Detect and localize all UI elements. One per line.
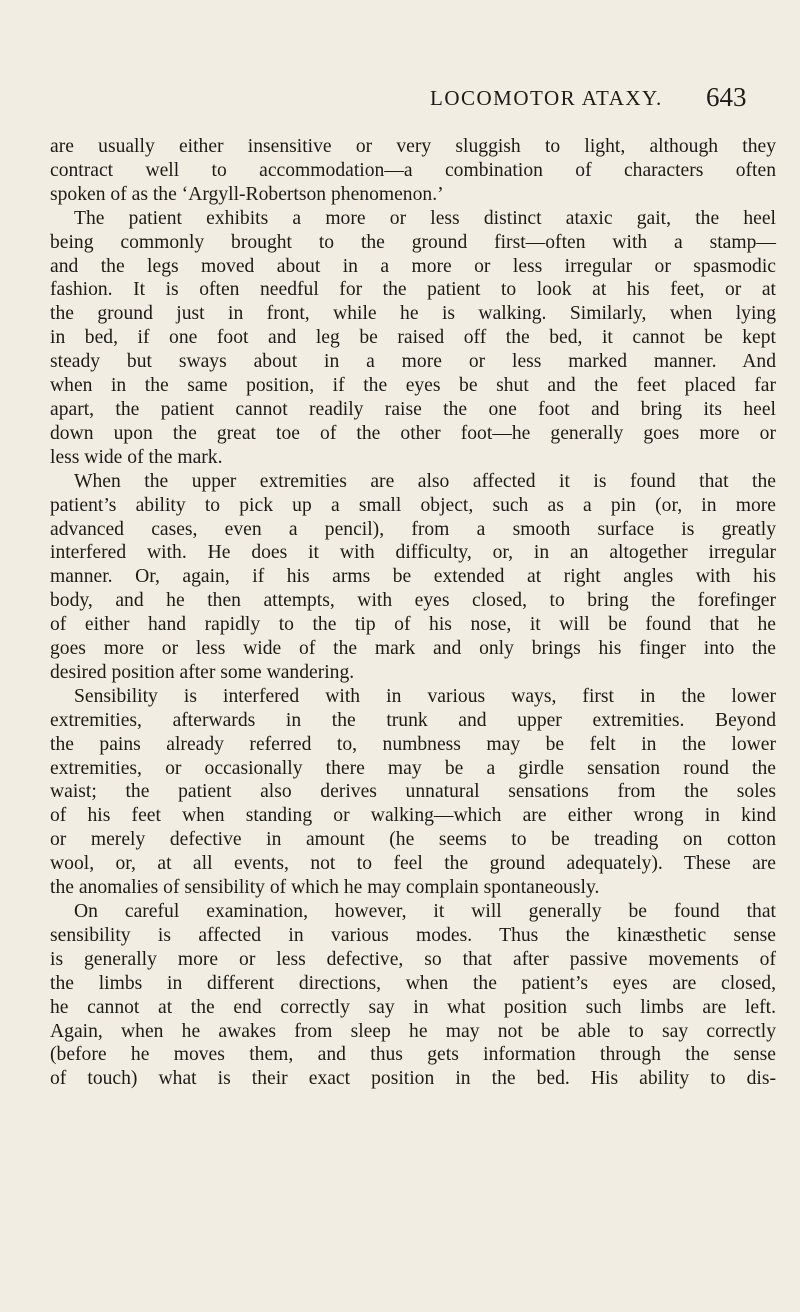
text-line: of either hand rapidly to the tip of his nose, it will be found that he	[50, 614, 776, 636]
text-line: of touch) what is their exact position in the bed. His ability to dis-	[50, 1068, 776, 1090]
text-line: goes more or less wide of the mark and only brings his finger into the	[50, 638, 776, 660]
text-line: extremities, or occasionally there may be a girdle sensation round the	[50, 757, 776, 779]
text-line: of his feet when standing or walking—which are either wrong in kind	[50, 805, 776, 827]
text-line: fashion. It is often needful for the patient to look at his feet, or at	[50, 279, 776, 301]
text-line: spoken of as the ‘Argyll-Robertson phenomenon.’	[50, 183, 444, 205]
text-line: down upon the great toe of the other foot—he generally goes more or	[50, 422, 776, 444]
text-line: Sensibility is interfered with in various ways, first in the lower	[74, 685, 776, 707]
text-line: interfered with. He does it with difficulty, or, in an altogether irregular	[50, 542, 776, 564]
text-line: desired position after some wandering.	[50, 661, 355, 683]
text-line: manner. Or, again, if his arms be extended at right angles with his	[50, 566, 776, 588]
text-line: (before he moves them, and thus gets information through the sense	[50, 1044, 776, 1066]
text-line: contract well to accommodation—a combination of characters often	[50, 159, 776, 181]
text-line: the anomalies of sensibility of which he may complain spontaneously.	[50, 877, 600, 899]
running-head: LOCOMOTOR ATAXY.	[430, 86, 663, 110]
text-line: sensibility is affected in various modes. Thus the kinæsthetic sense	[50, 924, 776, 946]
text-line: apart, the patient cannot readily raise the one foot and bring its heel	[50, 398, 776, 420]
text-line: The patient exhibits a more or less distinct ataxic gait, the heel	[74, 207, 776, 229]
text-line: he cannot at the end correctly say in what position such limbs are left.	[50, 996, 776, 1018]
text-line: body, and he then attempts, with eyes closed, to bring the forefinger	[50, 590, 776, 612]
text-line: when in the same position, if the eyes be shut and the feet placed far	[50, 375, 776, 397]
text-line: is generally more or less defective, so that after passive movements of	[50, 948, 776, 970]
page-header	[0, 82, 800, 126]
text-line: or merely defective in amount (he seems to be treading on cotton	[50, 829, 776, 851]
text-line: Again, when he awakes from sleep he may not be able to say correctly	[50, 1020, 776, 1042]
page-number: 643	[706, 82, 747, 112]
text-line: in bed, if one foot and leg be raised off the bed, it cannot be kept	[50, 327, 776, 349]
text-line: steady but sways about in a more or less marked manner. And	[50, 351, 776, 373]
text-line: being commonly brought to the ground first—often with a stamp—	[50, 231, 776, 253]
text-line: waist; the patient also derives unnatural sensations from the soles	[50, 781, 776, 803]
text-line: are usually either insensitive or very sluggish to light, although they	[50, 136, 776, 157]
text-line: and the legs moved about in a more or less irregular or spasmodic	[50, 255, 776, 277]
text-line: extremities, afterwards in the trunk and upper extremities. Beyond	[50, 709, 776, 731]
text-line: the pains already referred to, numbness may be felt in the lower	[50, 733, 776, 755]
text-line: On careful examination, however, it will generally be found that	[74, 901, 776, 922]
text-line: the ground just in front, while he is walking. Similarly, when lying	[50, 303, 776, 325]
body-text	[50, 135, 776, 1091]
text-line: less wide of the mark.	[50, 446, 223, 468]
text-line: the limbs in different directions, when the patient’s eyes are closed,	[50, 972, 776, 994]
text-line: wool, or, at all events, not to feel the ground adequately). These are	[50, 853, 776, 875]
text-line: advanced cases, even a pencil), from a smooth surface is greatly	[50, 518, 776, 540]
text-line: patient’s ability to pick up a small object, such as a pin (or, in more	[50, 494, 776, 516]
text-line: When the upper extremities are also affected it is found that the	[74, 470, 776, 492]
